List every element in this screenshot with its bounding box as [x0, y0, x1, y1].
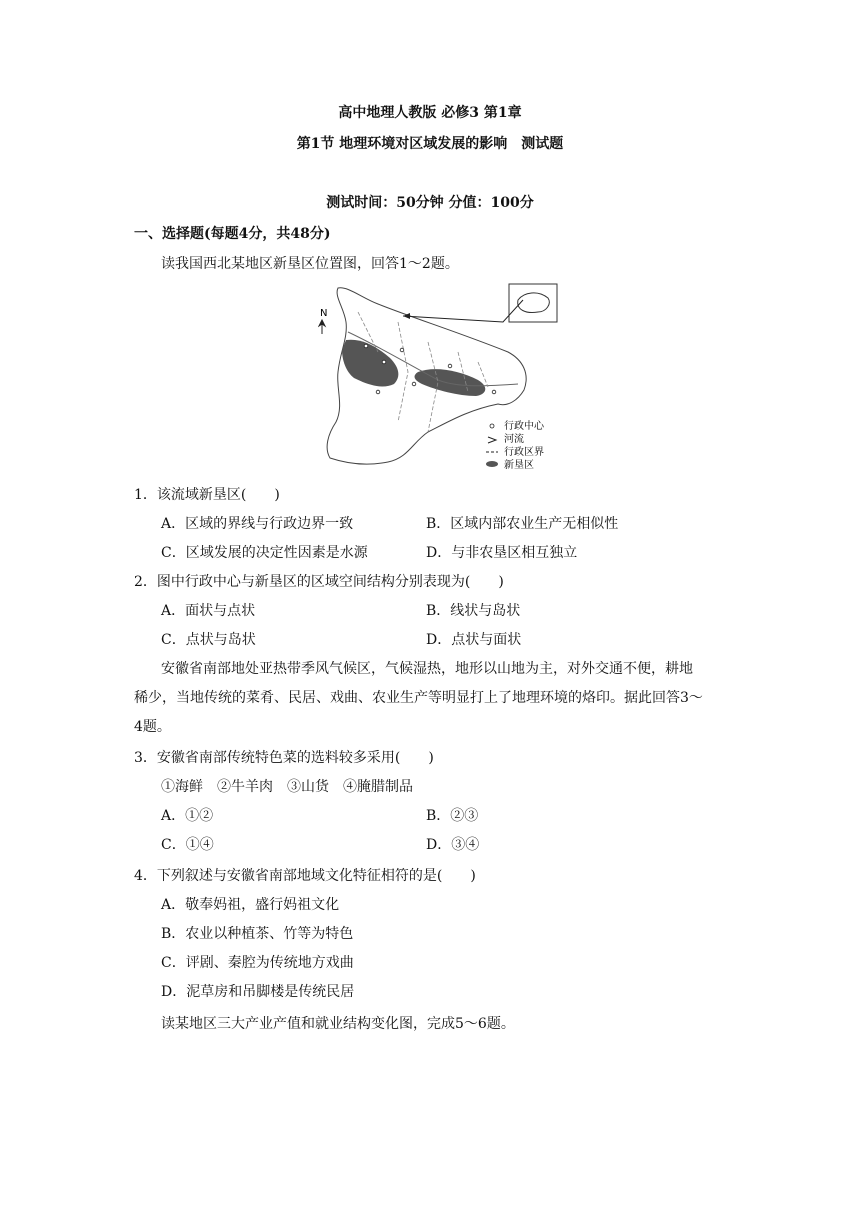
q2-option-d: D．点状与面状: [426, 632, 522, 648]
q1-option-d: D．与非农垦区相互独立: [426, 545, 578, 561]
admin-center-icon: [490, 424, 494, 428]
intro-text-3: 读某地区三大产业产值和就业结构变化图，完成5～6题。: [161, 1016, 515, 1032]
legend-reclaimed: 新垦区: [504, 460, 534, 471]
legend-river: 河流: [504, 434, 524, 445]
question-3: 3．安徽省南部传统特色菜的选料较多采用( ): [134, 750, 434, 766]
question-4: 4．下列叙述与安徽省南部地域文化特征相符的是( ): [134, 868, 476, 884]
reclaimed-icon: [486, 461, 498, 467]
q3-option-c: C．①④: [161, 837, 214, 853]
intro-text-1: 读我国西北某地区新垦区位置图，回答1～2题。: [161, 256, 459, 272]
legend-admin-center: 行政中心: [504, 421, 544, 432]
q3-option-b: B．②③: [426, 808, 479, 824]
reclaimed-area-1: [342, 340, 398, 387]
q2-option-a: A．面状与点状: [161, 603, 256, 619]
passage-line-2: 稀少，当地传统的菜肴、民居、戏曲、农业生产等明显打上了地理环境的烙印。据此回答3～: [134, 690, 703, 706]
q1-option-c: C．区域发展的决定性因素是水源: [161, 545, 368, 561]
question-2: 2．图中行政中心与新垦区的区域空间结构分别表现为( ): [134, 574, 504, 590]
title-line-1: 高中地理人教版 必修3 第1章: [338, 105, 522, 121]
legend: [486, 419, 545, 471]
q3-option-a: A．①②: [161, 808, 214, 824]
section-heading: 一、选择题(每题4分，共48分): [134, 226, 331, 242]
q4-option-d: D．泥草房和吊脚楼是传统民居: [161, 984, 355, 1000]
q4-option-a: A．敬奉妈祖，盛行妈祖文化: [161, 897, 340, 913]
legend-boundary: 行政区界: [504, 447, 544, 458]
q4-option-c: C．评剧、秦腔为传统地方戏曲: [161, 955, 354, 971]
test-info: 测试时间：50分钟 分值：100分: [326, 195, 534, 211]
q2-option-c: C．点状与岛状: [161, 632, 256, 648]
q4-option-b: B．农业以种植茶、竹等为特色: [161, 926, 354, 942]
q3-items: ①海鲜 ②牛羊肉 ③山货 ④腌腊制品: [161, 779, 413, 795]
north-arrow-icon: [319, 308, 327, 334]
north-label: N: [320, 308, 328, 319]
question-1: 1．该流域新垦区( ): [134, 487, 280, 503]
river-icon: [488, 437, 496, 443]
q1-option-b: B．区域内部农业生产无相似性: [426, 516, 619, 532]
passage-line-1: 安徽省南部地处亚热带季风气候区，气候湿热，地形以山地为主，对外交通不便，耕地: [161, 661, 693, 677]
location-map: [318, 282, 560, 472]
passage-line-3: 4题。: [134, 719, 171, 735]
q1-option-a: A．区域的界线与行政边界一致: [161, 516, 354, 532]
q3-option-d: D．③④: [426, 837, 480, 853]
q2-option-b: B．线状与岛状: [426, 603, 521, 619]
title-line-2: 第1节 地理环境对区域发展的影响 测试题: [296, 136, 564, 152]
inset-map: [403, 284, 557, 322]
